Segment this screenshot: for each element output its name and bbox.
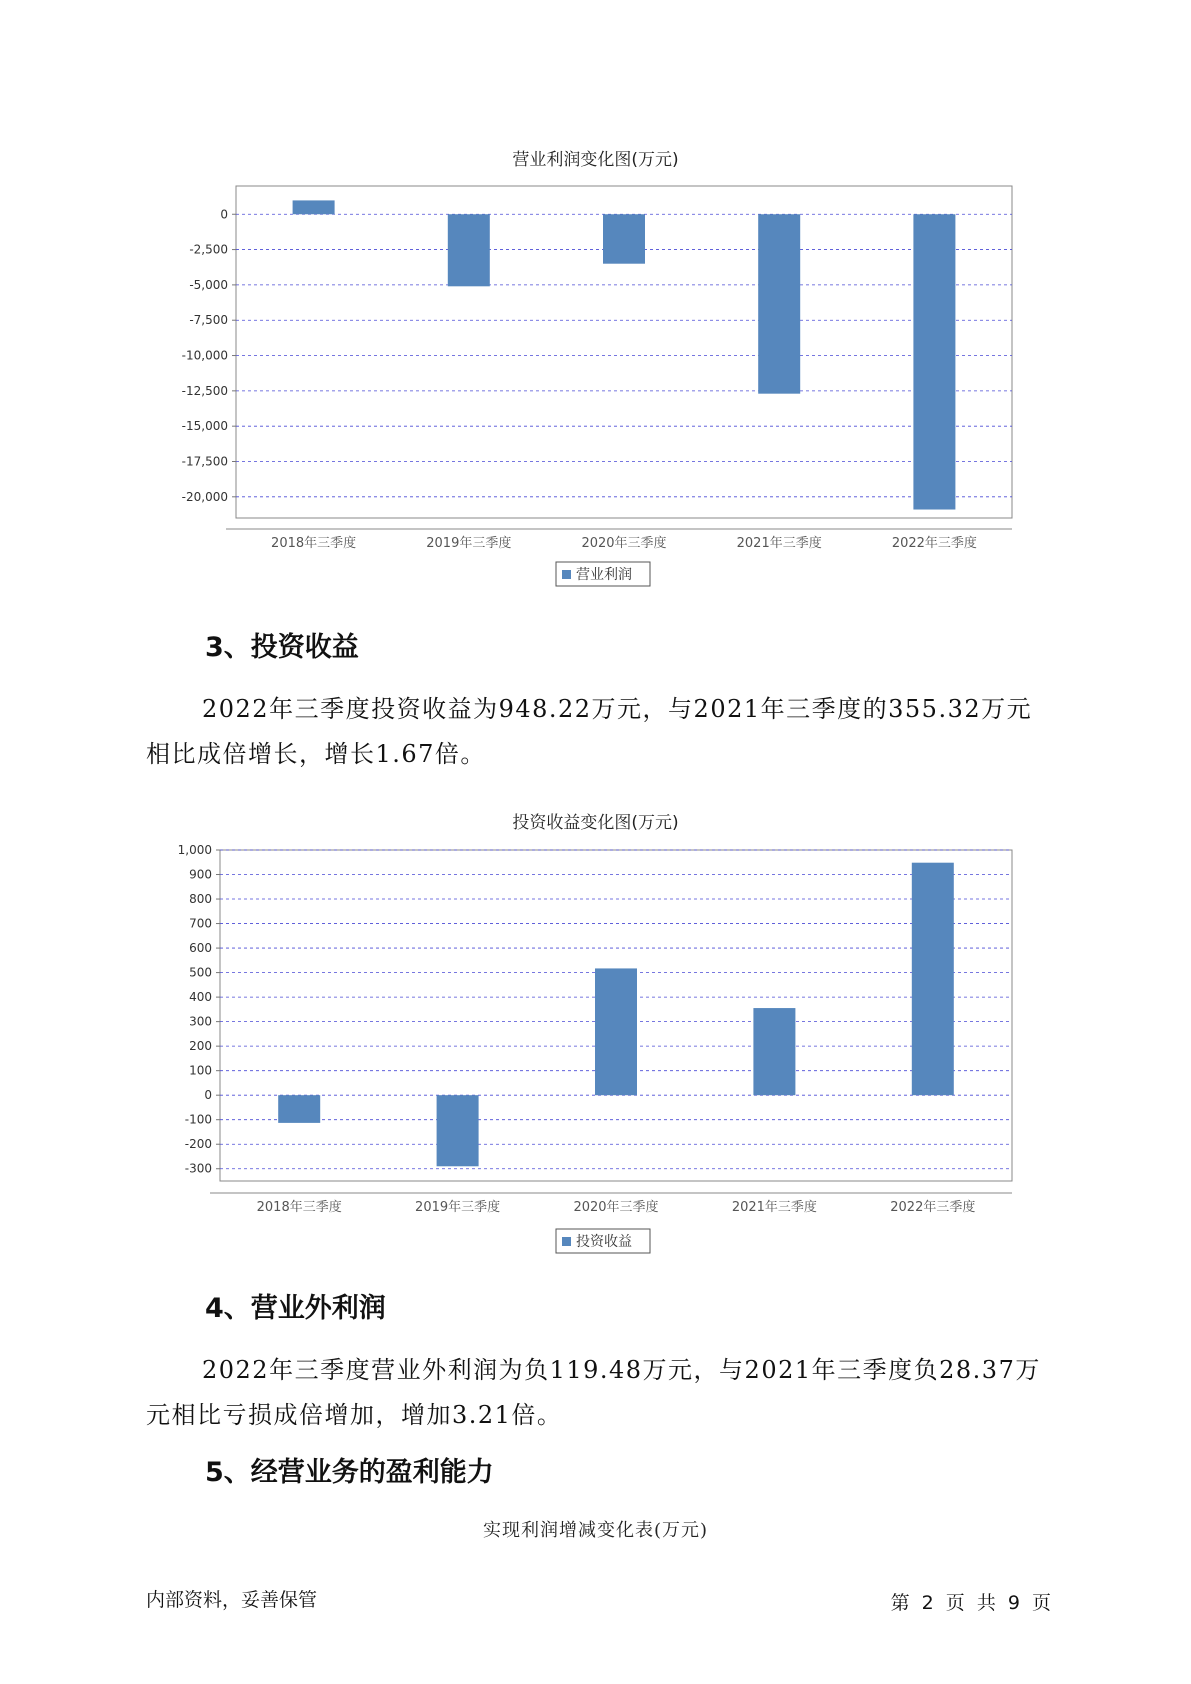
y-tick-label: -20,000 (181, 489, 228, 504)
y-tick-label: -300 (184, 1161, 212, 1176)
y-tick-label: -12,500 (181, 383, 228, 398)
y-tick-label: 1,000 (177, 843, 212, 857)
y-tick-label: 300 (189, 1014, 212, 1029)
table-caption: 实现利润增减变化表(万元) (482, 1520, 709, 1541)
x-tick-label: 2020年三季度 (581, 536, 667, 551)
x-tick-label: 2022年三季度 (891, 536, 977, 551)
chart-title-operating-profit: 营业利润变化图(万元) (512, 150, 679, 170)
y-tick-label: 500 (189, 965, 212, 980)
bar (437, 1095, 479, 1166)
y-tick-label: 0 (220, 207, 228, 222)
y-tick-label: 0 (204, 1088, 212, 1103)
footer-page-number: 第 2 页 共 9 页 (890, 1592, 1051, 1614)
x-tick-label: 2018年三季度 (256, 1200, 342, 1215)
section-heading-investment-income: 3、投资收益 (205, 632, 359, 663)
non-operating-profit-line-1: 2022年三季度营业外利润为负119.48万元，与2021年三季度负28.37万 (202, 1356, 1041, 1384)
bar (595, 968, 637, 1095)
x-tick-label: 2019年三季度 (415, 1200, 501, 1215)
y-tick-label: 600 (189, 941, 212, 956)
y-tick-label: 200 (189, 1039, 212, 1054)
legend-swatch (562, 1237, 571, 1246)
non-operating-profit-line-2: 元相比亏损成倍增加，增加3.21倍。 (146, 1401, 563, 1429)
y-tick-label: -200 (184, 1137, 212, 1152)
investment-income-line-2: 相比成倍增长，增长1.67倍。 (146, 740, 486, 768)
y-tick-label: -5,000 (189, 277, 228, 292)
y-tick-label: -15,000 (181, 419, 228, 434)
y-tick-label: -7,500 (189, 313, 228, 328)
y-tick-label: -100 (184, 1112, 212, 1127)
chart-title-investment-income: 投资收益变化图(万元) (512, 813, 679, 833)
y-tick-label: 800 (189, 892, 212, 907)
bar (912, 863, 954, 1095)
x-tick-label: 2021年三季度 (731, 1200, 817, 1215)
y-tick-label: 100 (189, 1063, 212, 1078)
non-operating-profit-paragraph (146, 1348, 1051, 1438)
section-heading-non-operating-profit: 4、营业外利润 (205, 1293, 386, 1324)
investment-income-line-1: 2022年三季度投资收益为948.22万元，与2021年三季度的355.32万元 (202, 695, 1033, 723)
legend-label: 投资收益 (576, 1234, 632, 1250)
y-tick-label: 700 (189, 916, 212, 931)
legend-label: 营业利润 (576, 567, 632, 583)
y-tick-label: -10,000 (181, 348, 228, 363)
x-tick-label: 2020年三季度 (573, 1200, 659, 1215)
bar (278, 1095, 320, 1123)
y-tick-label: -17,500 (181, 454, 228, 469)
footer-confidential-note: 内部资料，妥善保管 (146, 1589, 318, 1611)
section-heading-profitability: 5、经营业务的盈利能力 (205, 1457, 494, 1488)
bar (753, 1008, 795, 1095)
x-tick-label: 2021年三季度 (736, 536, 822, 551)
x-tick-label: 2018年三季度 (271, 536, 357, 551)
y-tick-label: 400 (189, 990, 212, 1005)
y-tick-label: -2,500 (189, 242, 228, 257)
x-tick-label: 2022年三季度 (890, 1200, 976, 1215)
y-tick-label: 900 (189, 867, 212, 882)
x-tick-label: 2019年三季度 (426, 536, 512, 551)
